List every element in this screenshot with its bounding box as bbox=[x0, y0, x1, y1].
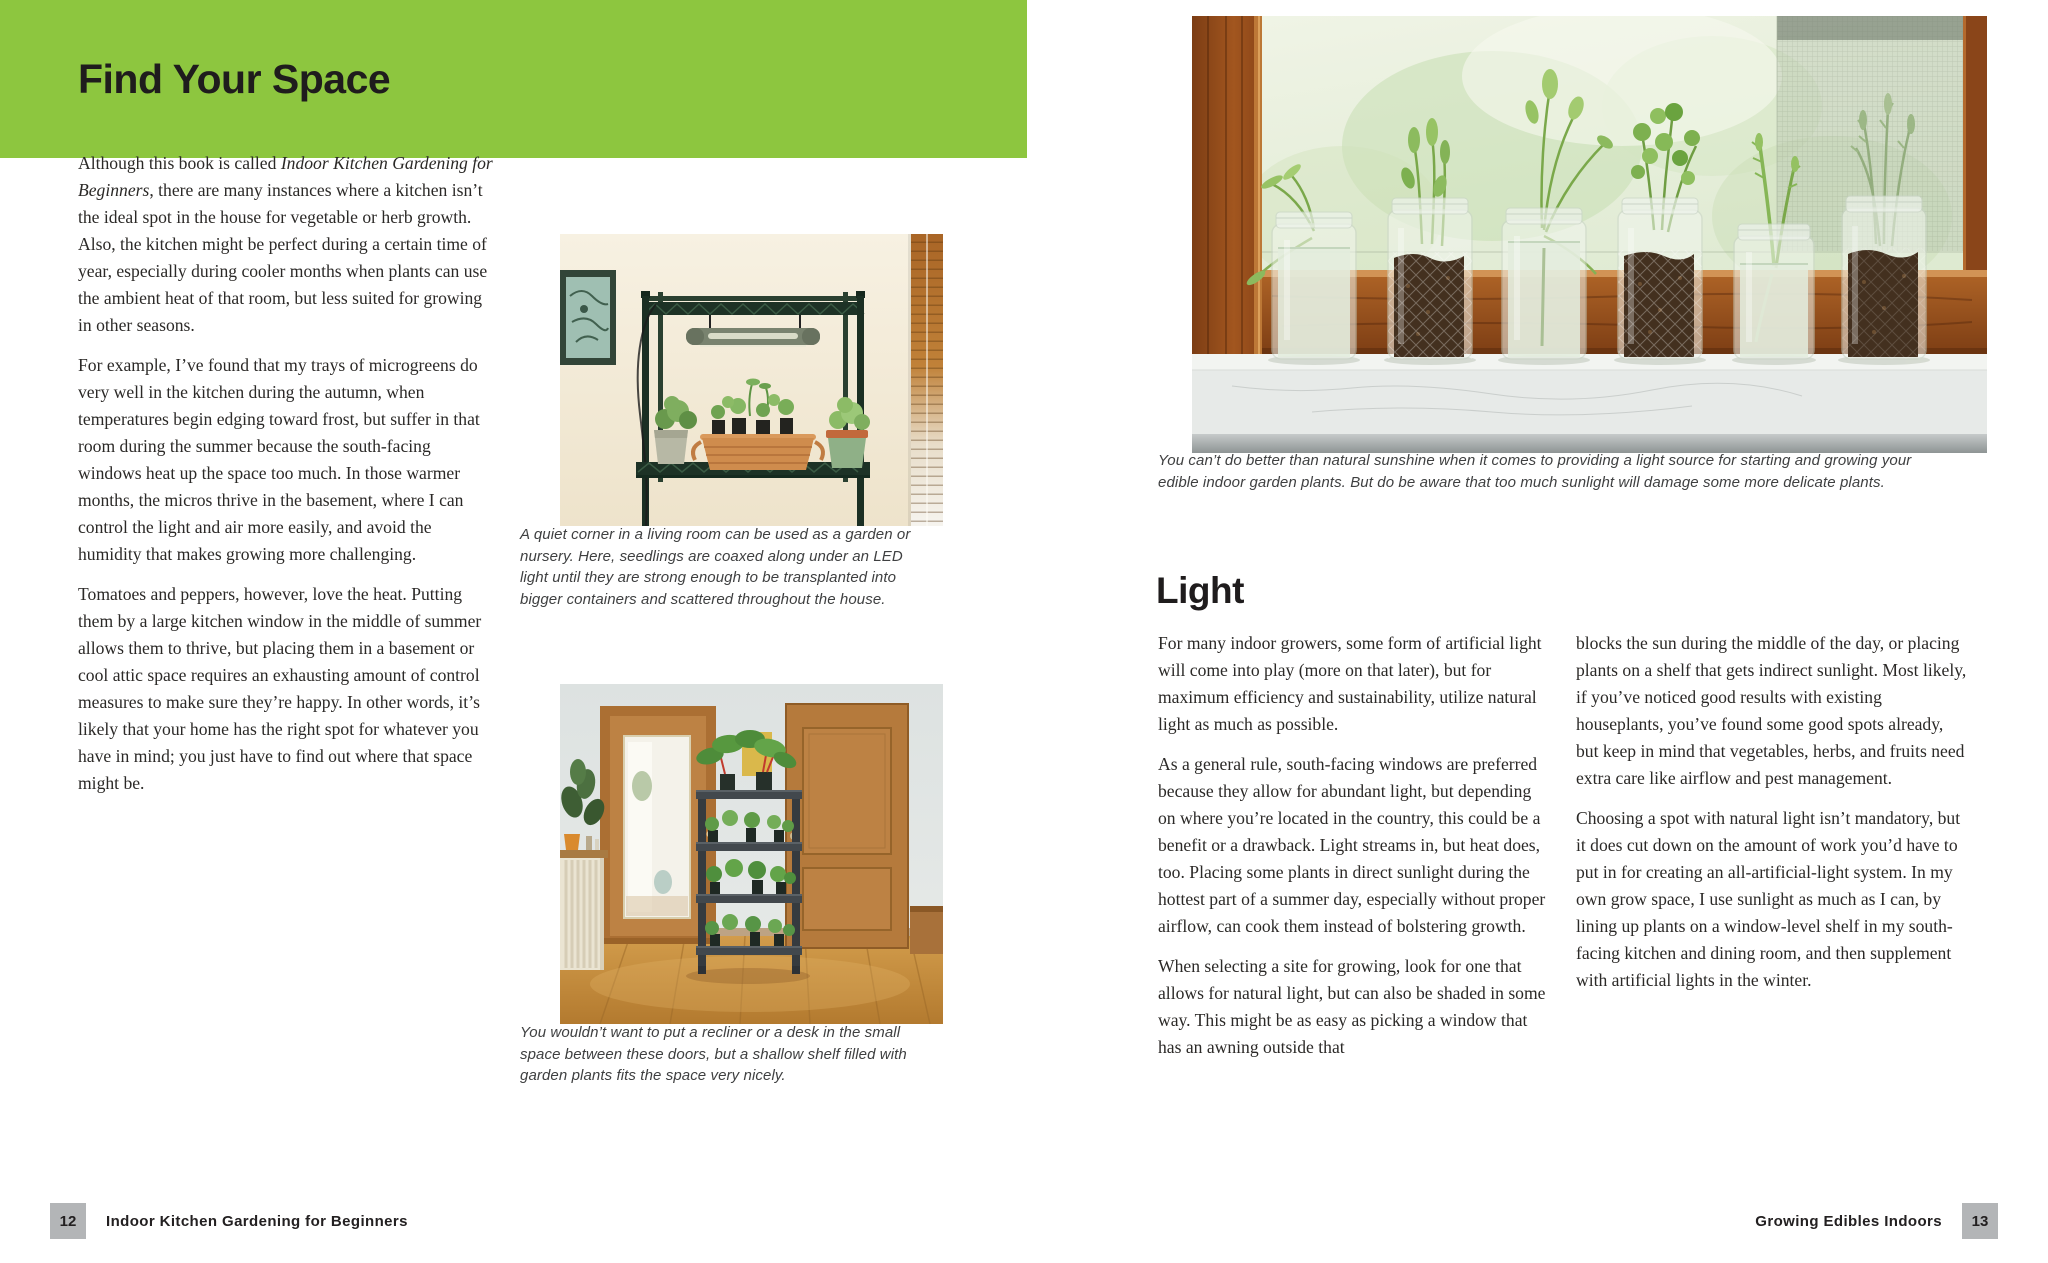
footer-left bbox=[50, 1203, 408, 1239]
body-paragraph: Tomatoes and peppers, however, love the heat. Putting them by a large kitchen window in the middle of summer allows them to thrive, but placing them in a basement or cool attic space requires an exhausting amount of control measures to make sure they’re happy. In other words, it’s likely that your home has the right spot for whatever you have in mind; you just have to find out where that space might be. bbox=[78, 584, 482, 793]
section-heading-light: Light bbox=[1156, 570, 1244, 611]
photo-windowsill-jars bbox=[1192, 16, 1987, 453]
right-body-columns bbox=[1158, 630, 1968, 1074]
column-2 bbox=[1576, 630, 1968, 1074]
body-paragraph: When selecting a site for growing, look for one that allows for natural light, but can also be shaded in some way. This might be as easy as picking a window that has an awning outside that bbox=[1158, 956, 1546, 1057]
footer-right bbox=[1755, 1203, 1998, 1239]
page-number-right: 13 bbox=[1962, 1203, 1998, 1239]
running-title-left: Indoor Kitchen Gardening for Beginners bbox=[106, 1212, 408, 1230]
body-paragraph bbox=[78, 150, 494, 339]
body-paragraph: blocks the sun during the middle of the day, or placing plants on a shelf that gets indirect sunlight. Most likely, if you’ve noticed good results with existing houseplants, you’ve found some good spots already, but keep in mind that vegetables, herbs, and fruits need extra care like airflow and pest management. bbox=[1576, 633, 1967, 788]
book-title-italic: Indoor Kitchen Gardening for Beginners bbox=[78, 153, 493, 200]
body-paragraph: For example, I’ve found that my trays of microgreens do very well in the kitchen during the autumn, when temperatures begin edging toward frost, but suffer in that room during the summer because the south-facing windows heat up the space too much. In those warmer months, the micros thrive in the basement, where I can control the light and air more easily, and avoid the humidity that makes growing more challenging. bbox=[78, 355, 480, 564]
paragraph-text: , there are many instances where a kitchen isn’t the ideal spot in the house for vegetable or herb growth. Also, the kitchen might be perfect during a certain time of year, especially during cooler months when plants can use the ambient heat of that room, but less suited for growing in other seasons. bbox=[78, 180, 488, 335]
column-1 bbox=[1158, 630, 1550, 1074]
caption-windowsill-jars: You can’t do better than natural sunshine when it comes to providing a light source for starting and growing your edible indoor garden plants. But do be aware that too much sunlight will damage some more delicate plants. bbox=[1158, 452, 1912, 491]
page-title: Find Your Space bbox=[78, 56, 391, 102]
photo-grow-shelf bbox=[560, 234, 943, 526]
body-paragraph: Choosing a spot with natural light isn’t mandatory, but it does cut down on the amount of work you’d have to put in for creating an all-artificial-light system. In my own grow space, I use sunlight as much as I can, by lining up plants on a window-level shelf in my south-facing kitchen and dining room, and then supplement with artificial lights in the winter. bbox=[1576, 808, 1961, 990]
caption-grow-shelf: A quiet corner in a living room can be used as a garden or nursery. Here, seedlings are coaxed along under an LED light until they are strong enough to be transplanted into bigger containers and scattered throughout the house. bbox=[520, 526, 911, 608]
body-paragraph: As a general rule, south-facing windows are preferred because they allow for abundant light, but depending on where you’re located in the country, this could be a benefit or a drawback. Light streams in, but heat does, too. Placing some plants in direct sunlight during the hottest part of a summer day, especially without proper airflow, can cook them instead of bolstering growth. bbox=[1158, 754, 1546, 936]
caption-door-shelf: You wouldn’t want to put a recliner or a desk in the small space between these doors, but a shallow shelf filled with garden plants fits the space very nicely. bbox=[520, 1024, 907, 1084]
chapter-header-band bbox=[0, 0, 1027, 158]
page-number-left: 12 bbox=[50, 1203, 86, 1239]
left-body-text bbox=[78, 150, 494, 810]
running-title-right: Growing Edibles Indoors bbox=[1755, 1212, 1942, 1230]
body-paragraph: For many indoor growers, some form of artificial light will come into play (more on that later), but for maximum efficiency and sustainability, utilize natural light as much as possible. bbox=[1158, 633, 1542, 734]
photo-door-shelf bbox=[560, 684, 943, 1024]
paragraph-text: Although this book is called bbox=[78, 153, 281, 173]
